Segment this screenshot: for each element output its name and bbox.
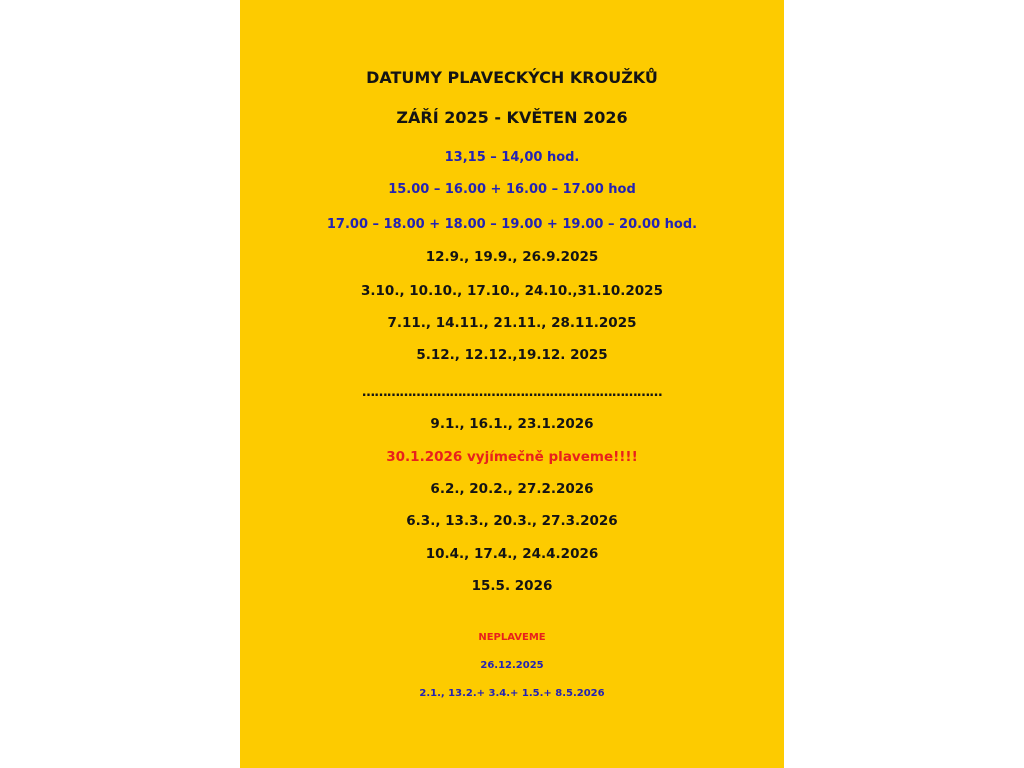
dates-september-2025: 12.9., 19.9., 26.9.2025	[425, 249, 599, 265]
no-swimming-date-2: 2.1., 13.2.+ 3.4.+ 1.5.+ 8.5.2026	[419, 688, 605, 699]
poster-period: ZÁŘÍ 2025 - KVĚTEN 2026	[396, 108, 628, 127]
poster-title: DATUMY PLAVECKÝCH KROUŽKŮ	[366, 68, 658, 87]
exception-note: 30.1.2026 vyjímečně plaveme!!!!	[386, 449, 638, 465]
no-swimming-date-1: 26.12.2025	[480, 660, 544, 671]
dates-april-2026: 10.4., 17.4., 24.4.2026	[425, 546, 599, 562]
dates-february-2026: 6.2., 20.2., 27.2.2026	[430, 481, 594, 497]
dates-may-2026: 15.5. 2026	[471, 578, 553, 594]
time-slot-2: 15.00 – 16.00 + 16.00 – 17.00 hod	[388, 182, 636, 197]
dates-november-2025: 7.11., 14.11., 21.11., 28.11.2025	[387, 315, 637, 331]
time-slot-3: 17.00 – 18.00 + 18.00 – 19.00 + 19.00 – 20.00 hod.	[326, 217, 698, 232]
dotted-separator: ………………………………………………………………	[362, 385, 662, 400]
time-slot-1: 13,15 – 14,00 hod.	[444, 150, 580, 165]
poster-page	[240, 0, 784, 768]
dates-march-2026: 6.3., 13.3., 20.3., 27.3.2026	[406, 513, 618, 529]
dates-january-2026: 9.1., 16.1., 23.1.2026	[430, 416, 594, 432]
dates-october-2025: 3.10., 10.10., 17.10., 24.10.,31.10.2025	[361, 283, 663, 299]
dates-december-2025: 5.12., 12.12.,19.12. 2025	[416, 347, 608, 363]
no-swimming-label: NEPLAVEME	[478, 632, 546, 643]
